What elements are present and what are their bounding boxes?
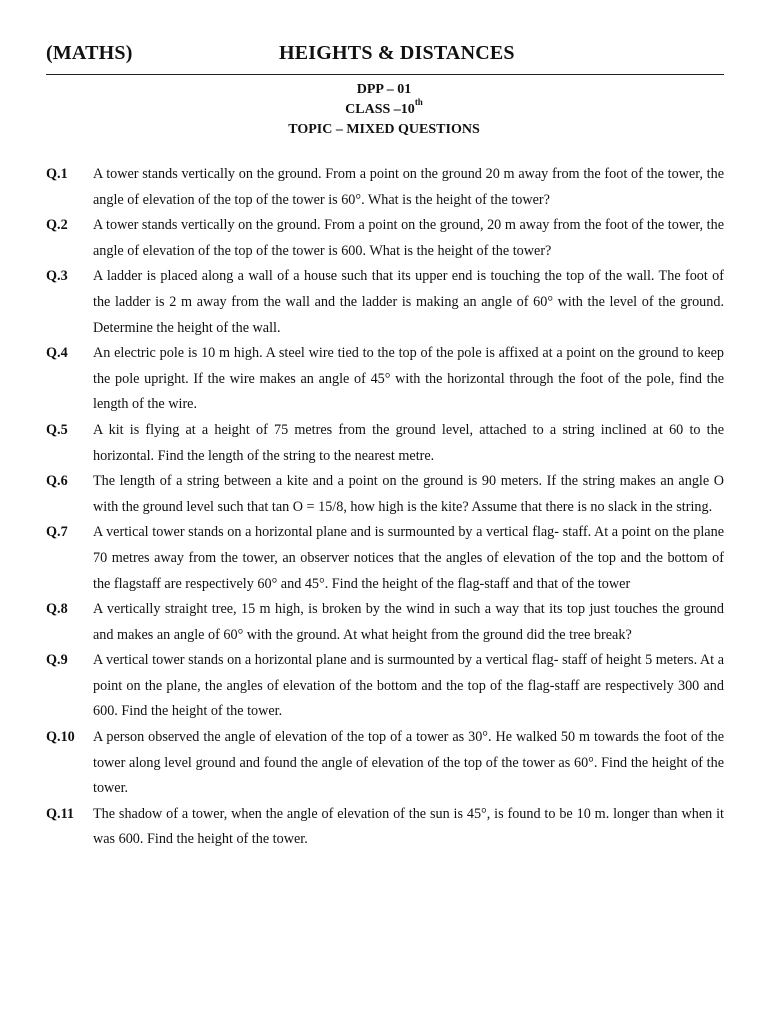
question-number: Q.8 <box>46 601 68 618</box>
question-item <box>46 264 724 341</box>
question-item <box>46 341 724 418</box>
class-label <box>0 97 768 120</box>
question-text: A tower stands vertically on the ground. From a point on the ground, 20 m away from the foot of the tower, the angle of elevation of the top of the tower is 600. What is the height of the tower? <box>93 217 724 259</box>
question-item <box>46 418 724 469</box>
question-number: Q.3 <box>46 268 68 285</box>
question-number: Q.6 <box>46 473 68 490</box>
question-number: Q.9 <box>46 652 68 669</box>
question-text: An electric pole is 10 m high. A steel wire tied to the top of the pole is affixed at a point on the ground to keep the pole upright. If the wire makes an angle of 45° with the horizontal through the foot of the pole, find the length of the wire. <box>93 345 724 413</box>
page-header <box>46 42 724 72</box>
chapter-title: HEIGHTS & DISTANCES <box>279 42 515 64</box>
question-number: Q.1 <box>46 166 68 182</box>
question-text: A person observed the angle of elevation of the top of a tower as 30°. He walked 50 m towards the foot of the tower along level ground and found the angle of elevation of the top of the tower as 60°. Find the height of the tower. <box>93 729 724 797</box>
question-item <box>46 162 724 213</box>
question-number: Q.7 <box>46 524 68 541</box>
question-item <box>46 597 724 648</box>
question-text: The shadow of a tower, when the angle of elevation of the sun is 45°, is found to be 10 m. longer than when it was 600. Find the height of the tower. <box>93 805 724 848</box>
subject-label: (MATHS) <box>46 42 133 64</box>
question-item <box>46 802 724 853</box>
question-text: A kit is flying at a height of 75 metres from the ground level, attached to a string inclined at 60 to the horizontal. Find the length of the string to the nearest metre. <box>93 421 724 464</box>
question-number: Q.4 <box>46 345 68 362</box>
question-text: A vertical tower stands on a horizontal plane and is surmounted by a vertical flag- staff of height 5 meters. At a point on the plane, the angles of elevation of the bottom and the top of the flag-staff are respectively 300 and 600. Find the height of the tower. <box>93 652 724 720</box>
question-number: Q.10 <box>46 729 75 746</box>
question-text: A vertical tower stands on a horizontal plane and is surmounted by a vertical flag- staff. At a point on the plane 70 metres away from the tower, an observer notices that the angles of elevation of the top and the bottom of the flagstaff are respectively 60° and 45°. Find the height of the flag-staff and that of the tower <box>93 524 724 592</box>
topic-label: TOPIC – MIXED QUESTIONS <box>288 122 480 137</box>
question-item <box>46 469 724 520</box>
question-item <box>46 520 724 597</box>
question-text: A tower stands vertically on the ground. From a point on the ground 20 m away from the foot of the tower, the angle of elevation of the top of the tower is 60°. What is the height of the tower? <box>93 166 724 208</box>
question-item <box>46 725 724 802</box>
question-number: Q.5 <box>46 421 68 438</box>
question-text: The length of a string between a kite and a point on the ground is 90 meters. If the string makes an angle O with the ground level such that tan O = 15/8, how high is the kite? Assume that there is no slack in the string. <box>93 473 724 515</box>
question-item <box>46 213 724 264</box>
dpp-label: DPP – 01 <box>356 82 412 97</box>
question-number: Q.11 <box>46 805 74 822</box>
question-item <box>46 648 724 725</box>
question-number: Q.2 <box>46 217 68 234</box>
question-list <box>46 162 724 853</box>
header-divider <box>46 74 724 75</box>
question-text: A ladder is placed along a wall of a house such that its upper end is touching the top of the wall. The foot of the ladder is 2 m away from the wall and the ladder is making an angle of 60° with the level of the ground. Determine the height of the wall. <box>93 268 724 336</box>
class-superscript: th <box>414 97 423 108</box>
question-text: A vertically straight tree, 15 m high, is broken by the wind in such a way that its top just touches the ground and makes an angle of 60° with the ground. At what height from the ground did the tree break? <box>93 601 724 643</box>
class-text: CLASS –10 <box>345 102 415 117</box>
